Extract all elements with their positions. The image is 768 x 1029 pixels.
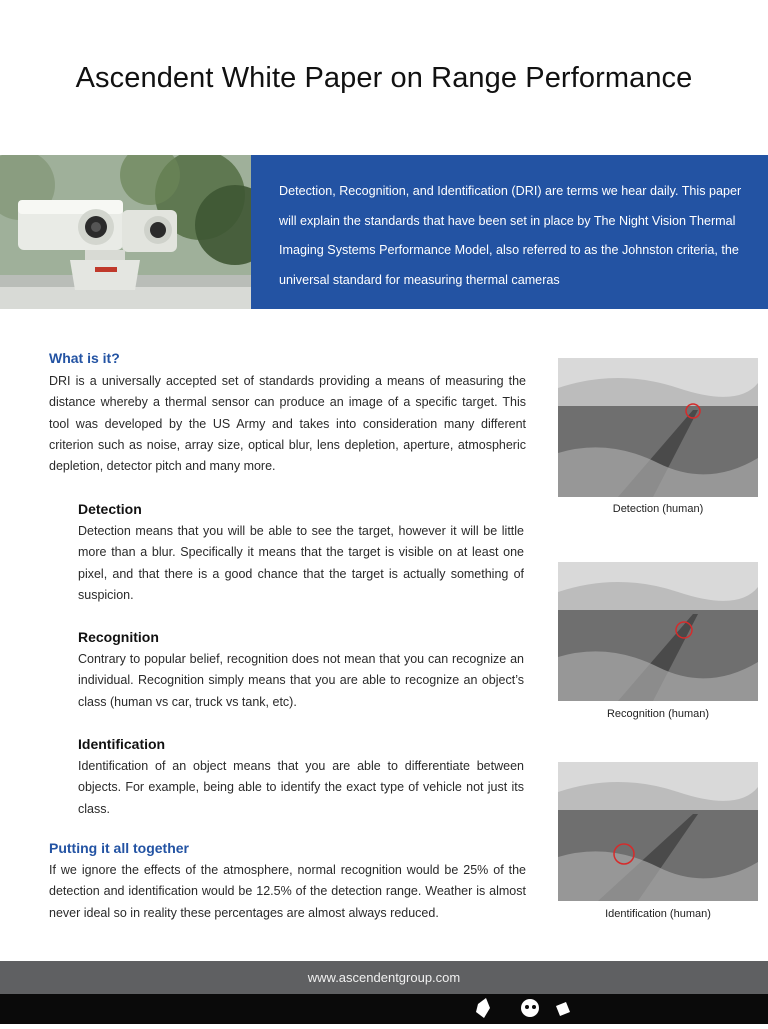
recognition-caption: Recognition (human) <box>606 708 710 720</box>
what-is-it-heading: What is it? <box>49 350 120 366</box>
page-title: Ascendent White Paper on Range Performance <box>75 62 693 94</box>
recognition-heading: Recognition <box>78 629 159 645</box>
footer-strip <box>0 994 768 1024</box>
footer-decorative-icons <box>0 994 768 1024</box>
intro-text: Detection, Recognition, and Identification (DRI) are terms we hear daily. This paper will explain the standards that have been set in place by The Night Vision Thermal Imaging Systems Performance Model, also referred to as the Johnston criteria, the universal standard for measuring thermal cameras <box>279 184 742 287</box>
recognition-thermal-image <box>558 562 758 701</box>
thermal-camera-photo <box>0 155 251 309</box>
identification-heading: Identification <box>78 736 166 752</box>
detection-thermal-image <box>558 358 758 497</box>
putting-together-heading: Putting it all together <box>49 840 189 856</box>
identification-caption: Identification (human) <box>605 908 711 920</box>
what-is-it-body: DRI is a universally accepted set of standards providing a means of measuring the distance whereby a thermal sensor can produce an image of a specific target. This tool was developed by the US Army and takes into consideration many different criterion such as noise, array size, optical blur, lens depletion, aperture, atmospheric depletion, detector pitch and many more. <box>49 374 526 474</box>
identification-body: Identification of an object means that you are able to differentiate between objects. For example, being able to identify the exact type of vehicle not just its class. <box>78 759 524 816</box>
detection-caption: Detection (human) <box>612 503 704 515</box>
identification-thermal-image <box>558 762 758 901</box>
thermal-camera-illustration <box>0 155 251 309</box>
detection-heading: Detection <box>78 501 142 517</box>
putting-together-body: If we ignore the effects of the atmosphere, normal recognition would be 25% of the detection and identification would be 12.5% of the detection range. Weather is almost never ideal so in reality these percentages are almost always reduced. <box>49 863 526 920</box>
recognition-body: Contrary to popular belief, recognition does not mean that you can recognize an individual. Recognition simply means that you are able to recognize an object’s class (human vs car, truck vs tank, etc). <box>78 652 524 709</box>
footer-website-link[interactable]: www.ascendentgroup.com <box>307 970 461 985</box>
detection-body: Detection means that you will be able to see the target, however it will be little more than a blur. Specifically it means that the target is visible on at least one pixel, and that there is a good chance that the target is actually something of suspicion. <box>78 524 524 602</box>
